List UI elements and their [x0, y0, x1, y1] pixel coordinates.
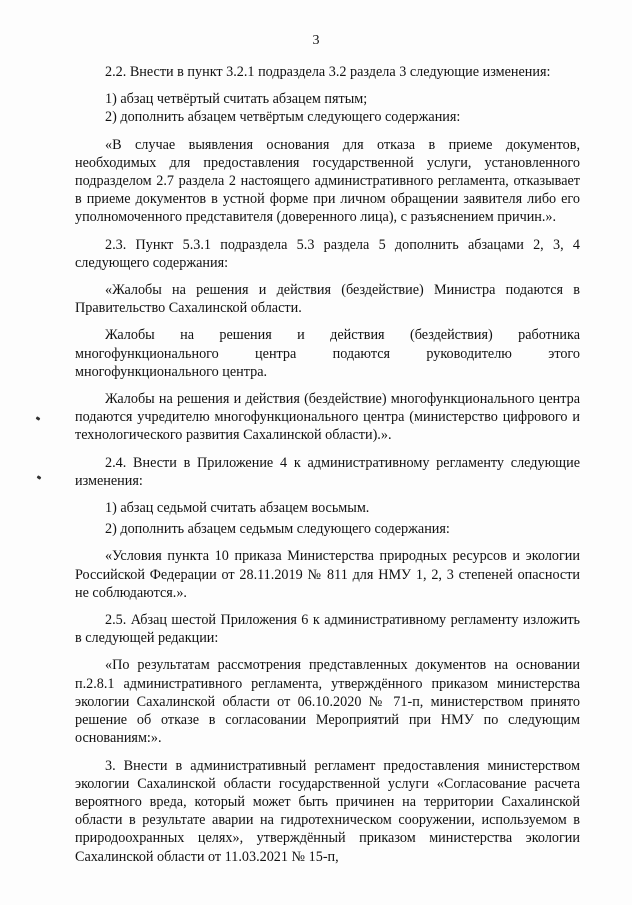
paragraph-2-2-quote: «В случае выявления основания для отказа в приеме документов, необходимых для предоставления государственной услуги, установленного подразделом 2.7 раздела 2 настоящего административного регламента, отказывает в приеме документов в устной форме при личном обращении заявителя либо его уполномоченного представителя (доверенного лица), с разъяснением причин.».	[75, 136, 580, 226]
paragraph-2-2: 2.2. Внести в пункт 3.2.1 подраздела 3.2 раздела 3 следующие изменения:	[105, 64, 551, 80]
paragraph-2-3-quote-3: Жалобы на решения и действия (бездействие) многофункционального центра подаются учредителю многофункционального центра (министерство цифрового и технологического развития Сахалинской области).».	[75, 391, 580, 444]
scan-mark	[36, 416, 41, 421]
paragraph-2-4-item-2: 2) дополнить абзацем седьмым следующего содержания:	[105, 521, 450, 538]
paragraph-3: 3. Внести в административный регламент предоставления министерством экологии Сахалинской области государственной услуги «Согласование расчета вероятного вреда, который может быть причинен на территории Сахалинской области в результате аварии на гидротехническом сооружении, используемом в природоохранных целях», утверждённый приказом министерства экологии Сахалинской области от 11.03.2021 № 15-п,	[75, 757, 580, 865]
paragraph-2-5-quote: «По результатам рассмотрения представленных документов на основании п.2.8.1 административного регламента, утверждённого приказом министерства экологии Сахалинской области от 06.10.2020 № 71-п, министерством принято решение об отказе в согласовании Мероприятий при НМУ по следующим основаниям:».	[75, 657, 580, 747]
paragraph-2-3-quote-2: Жалобы на решения и действия (бездействия) работника многофункционального центра подаются руководителю этого многофункционального центра.	[75, 327, 580, 380]
paragraph-2-3-quote-1: «Жалобы на решения и действия (бездействие) Министра подаются в Правительство Сахалинской области.	[75, 282, 580, 317]
paragraph-2-4: 2.4. Внести в Приложение 4 к административному регламенту следующие изменения:	[75, 454, 580, 489]
paragraph-2-5: 2.5. Абзац шестой Приложения 6 к административному регламенту изложить в следующей редакции:	[75, 612, 580, 647]
scan-mark	[37, 475, 42, 480]
page-number: 3	[312, 33, 320, 48]
paragraph-2-2-item-2: 2) дополнить абзацем четвёртым следующего содержания:	[105, 109, 461, 126]
paragraph-2-4-item-1: 1) абзац седьмой считать абзацем восьмым.	[105, 500, 370, 517]
paragraph-2-4-quote: «Условия пункта 10 приказа Министерства природных ресурсов и экологии Российской Федерации от 28.11.2019 № 811 для НМУ 1, 2, 3 степеней опасности не соблюдаются.».	[75, 548, 580, 601]
paragraph-2-3: 2.3. Пункт 5.3.1 подраздела 5.3 раздела 5 дополнить абзацами 2, 3, 4 следующего содержания:	[75, 236, 580, 271]
document-body	[75, 63, 580, 866]
paragraph-2-2-item-1: 1) абзац четвёртый считать абзацем пятым;	[105, 91, 368, 108]
